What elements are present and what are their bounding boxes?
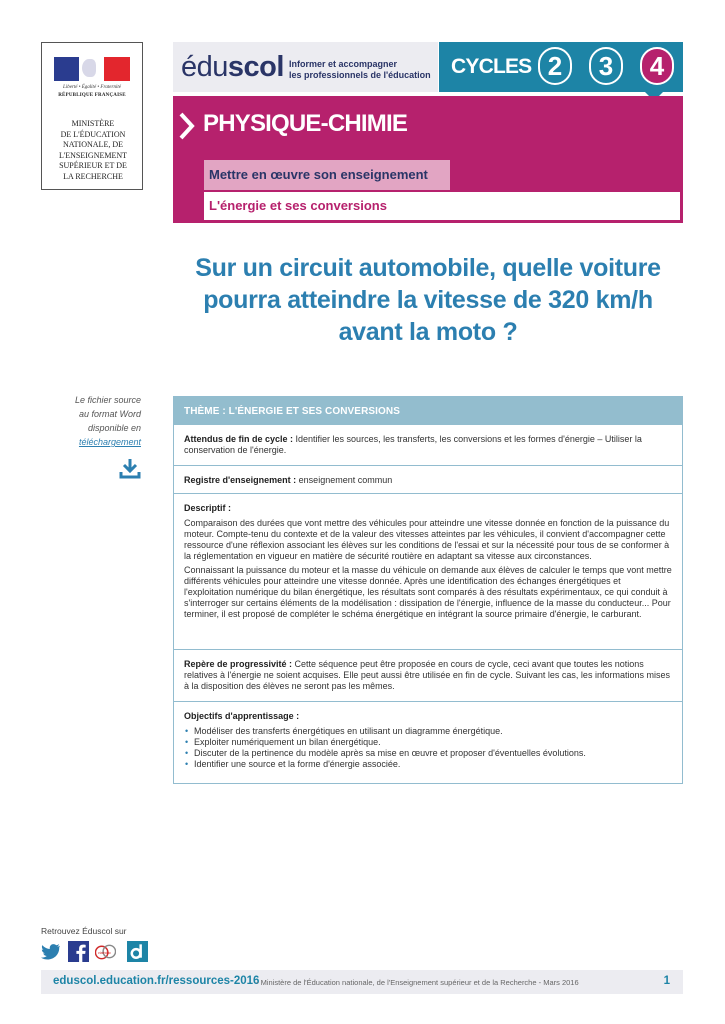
cycles-label: CYCLES	[451, 55, 532, 78]
cycles-banner	[439, 42, 683, 92]
download-icon[interactable]	[118, 456, 142, 480]
ministry-name	[46, 119, 140, 182]
viaeduc-text: viaéduc	[97, 950, 111, 955]
objectifs-list	[184, 726, 672, 770]
page-title-line: pourra atteindre la vitesse de 320 km/h	[203, 286, 653, 314]
list-item: • Identifier une source et la forme d'énergie associée.	[184, 759, 672, 770]
theme-header: THÈME : L'ÉNERGIE ET SES CONVERSIONS	[174, 397, 682, 425]
attendus-label: Attendus de fin de cycle :	[184, 434, 294, 444]
eduscol-tagline: Informer et accompagner les professionnels de l'éducation	[289, 59, 431, 80]
repere-text: Cette séquence peut être proposée en cours de cycle, ceci avant que toutes les notions relatives à l'énergie ne soient acquises. Elle peut aussi être utilisée en fin de cycle. Suivant les cas, les informations mises à la disposition des élèves ne seront pas les mêmes.	[184, 659, 670, 691]
subject-title: PHYSIQUE-CHIMIE	[203, 110, 408, 137]
marianne-logo	[54, 53, 130, 101]
objectifs-label: Objectifs d'apprentissage :	[184, 711, 300, 721]
republic-motto: Liberté • Égalité • Fraternité	[63, 85, 121, 90]
cycle-3-badge: 3	[589, 47, 623, 85]
attendus-row	[174, 425, 682, 466]
page-title-line: Sur un circuit automobile, quelle voiture	[195, 254, 661, 282]
descriptif-paragraph-2: Connaissant la puissance du moteur et la masse du véhicule on demande aux élèves de calculer le temps que vont mettre différents véhicules pour atteindre une vitesse donnée. Après une identification des échanges énergétiques et l'exploitation numérique du bilan énergétique, les résultats sont comparés à des résultats expérimentaux, ce qui conduit à s'interroger sur certains éléments de la modélisation : dissipation de l'énergie, influence de la masse du conducteur... Pour terminer, il est proposé de compléter le schéma énergétique en intégrant la source primaire d'énergie, le carburant.	[184, 565, 672, 619]
registre-text: enseignement commun	[296, 475, 393, 485]
ministry-name-line: NATIONALE, DE	[63, 140, 123, 149]
daily-icon[interactable]	[127, 941, 148, 962]
eduscol-banner[interactable]	[173, 42, 438, 92]
list-item: • Modéliser des transferts énergétiques en utilisant un diagramme énergétique.	[184, 726, 672, 737]
repere-row	[174, 650, 682, 702]
list-item: • Discuter de la pertinence du modèle après sa mise en œuvre et proposer d'éventuelles évolutions.	[184, 748, 672, 759]
twitter-icon[interactable]	[41, 941, 62, 962]
descriptif-label: Descriptif :	[184, 503, 232, 513]
cycle-2-badge: 2	[538, 47, 572, 85]
descriptif-row	[174, 494, 682, 650]
registre-label: Registre d'enseignement :	[184, 475, 297, 485]
subject-banner	[173, 96, 683, 223]
cycle-4-badge-active: 4	[640, 47, 674, 85]
page-number: 1	[663, 975, 670, 987]
republic-name: RÉPUBLIQUE FRANÇAISE	[58, 93, 126, 98]
ministry-name-line: LA RECHERCHE	[63, 171, 123, 181]
subsection-label: L'énergie et ses conversions	[204, 192, 680, 220]
marianne-profile-icon	[82, 59, 96, 77]
registre-row	[174, 466, 682, 494]
chevron-right-icon	[177, 111, 197, 141]
ministry-logo	[41, 42, 143, 190]
source-file-note: Le fichier source au format Word disponible en téléchargement	[74, 395, 141, 447]
footer-url-link[interactable]: eduscol.education.fr/ressources-2016	[53, 975, 260, 987]
theme-table	[173, 396, 683, 784]
ministry-name-line: DE L'ÉDUCATION	[60, 129, 126, 139]
viaeduc-icon[interactable]	[95, 941, 116, 962]
repere-label: Repère de progressivité :	[184, 659, 293, 669]
ministry-name-line: L'ENSEIGNEMENT	[58, 150, 128, 160]
page-title-line: avant la moto ?	[338, 318, 518, 346]
footer-bar	[41, 970, 683, 994]
facebook-icon[interactable]	[68, 941, 89, 962]
flag-red-band	[104, 57, 130, 81]
ministry-name-line: SUPÉRIEUR ET DE	[59, 161, 127, 170]
list-item: • Exploiter numériquement un bilan énergétique.	[184, 737, 672, 748]
attendus-text: Identifier les sources, les transferts, les conversions et les formes d'énergie – Utiliser la conservation de l'énergie.	[184, 434, 642, 455]
eduscol-logo: éduscol	[181, 51, 284, 83]
flag-blue-band	[54, 57, 79, 81]
page-title	[173, 252, 683, 348]
objectifs-row	[174, 702, 682, 779]
section-tab: Mettre en œuvre son enseignement	[204, 160, 450, 190]
download-link[interactable]: téléchargement	[78, 437, 141, 447]
footer-credits: - Ministère de l'Éducation nationale, de l'Enseignement supérieur et de la Recherche - Mars 2016	[256, 978, 579, 987]
descriptif-paragraph-1: Comparaison des durées que vont mettre des véhicules pour atteindre une vitesse donnée en fonction de la puissance du moteur. Compte-tenu du contexte et de la valeur des vitesses atteintes par les véhicules, il convient d'accompagner cette ressource d'une réflexion associant les élèves sur les conditions de l'essai et sur la nécessité pour tous de se conformer à la réglementation en vigueur en matière de sécurité routière en adaptant sa vitesse aux circonstances.	[184, 518, 670, 561]
social-heading: Retrouvez Éduscol sur	[41, 926, 127, 936]
ministry-name-line: MINISTÈRE	[71, 119, 115, 128]
